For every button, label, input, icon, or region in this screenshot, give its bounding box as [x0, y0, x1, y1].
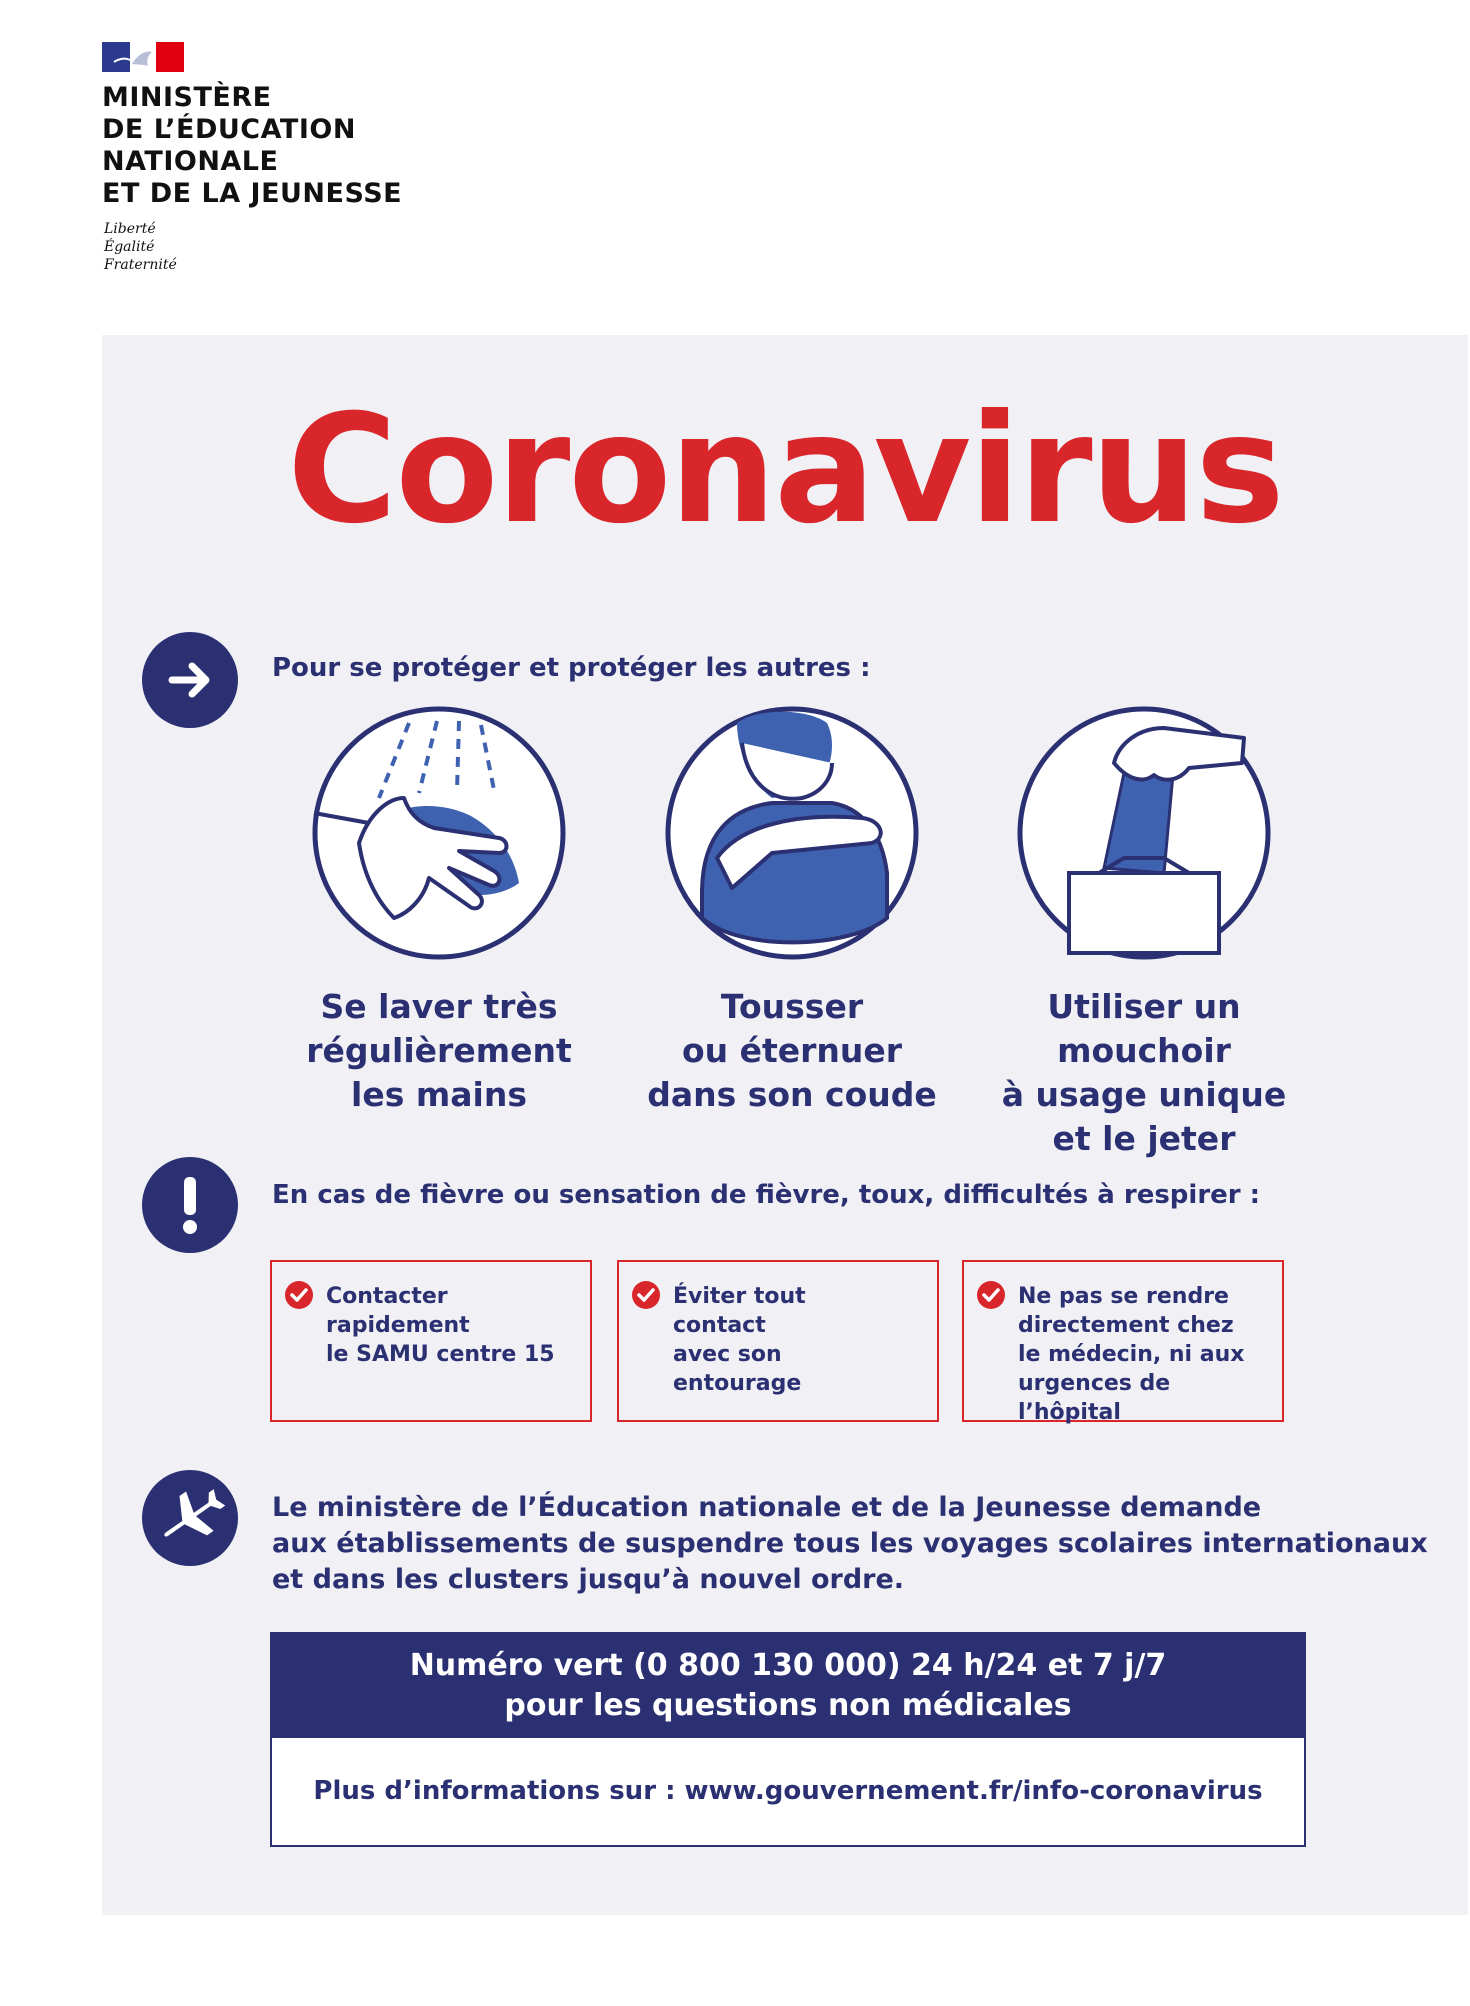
page-title: Coronavirus: [287, 383, 1283, 557]
travel-line: Le ministère de l’Éducation nationale et de la Jeunesse demande: [272, 1492, 1262, 1523]
marianne-flag-icon: [102, 42, 184, 72]
check-circle-icon: [284, 1280, 314, 1310]
travel-line: et dans les clusters jusqu’à nouvel ordre.: [272, 1564, 905, 1595]
action-card-avoid-contact: [617, 1260, 939, 1422]
ministry-line: ET DE LA JEUNESSE: [102, 178, 403, 209]
check-circle-icon: [631, 1280, 661, 1310]
ministry-name: [102, 82, 402, 210]
hand-washing-icon: [309, 703, 569, 963]
action-text: Contacter rapidement le SAMU centre 15: [326, 1284, 555, 1367]
more-info-link[interactable]: Plus d’informations sur : www.gouvernement.fr/info-coronavirus: [313, 1776, 1263, 1806]
symptoms-heading: En cas de fièvre ou sensation de fièvre, toux, difficultés à respirer :: [272, 1180, 1261, 1210]
motto-line: Égalité: [104, 239, 155, 255]
action-card-samu: [270, 1260, 592, 1422]
tissue-icon: [1014, 703, 1274, 963]
ministry-line: DE L’ÉDUCATION: [102, 114, 356, 145]
gesture-hand-washing: [269, 703, 609, 1117]
gesture-label: Se laver très régulièrement les mains: [306, 987, 572, 1114]
action-text: Ne pas se rendre directement chez le médecin, ni aux urgences de l’hôpital: [1018, 1284, 1245, 1425]
ministry-line: NATIONALE: [102, 146, 279, 177]
motto-line: Liberté: [104, 221, 156, 237]
gesture-cough-elbow: [622, 703, 962, 1117]
action-card-no-doctor: [962, 1260, 1284, 1425]
travel-line: aux établissements de suspendre tous les voyages scolaires internationaux: [272, 1528, 1428, 1559]
gesture-tissue: [974, 703, 1314, 1161]
check-circle-icon: [976, 1280, 1006, 1310]
motto-line: Fraternité: [104, 257, 177, 273]
republic-motto: [104, 220, 177, 274]
action-text: Éviter tout contact avec son entourage: [673, 1284, 806, 1396]
travel-notice: [272, 1490, 1428, 1598]
protect-heading: Pour se protéger et protéger les autres :: [272, 653, 871, 683]
hotline-subtitle: pour les questions non médicales: [504, 1688, 1072, 1723]
gesture-label: Tousser ou éternuer dans son coude: [647, 987, 937, 1114]
hotline-band: [272, 1634, 1304, 1738]
hotline-box: [270, 1632, 1306, 1847]
airplane-icon: [142, 1470, 238, 1566]
ministry-line: MINISTÈRE: [102, 82, 272, 113]
exclamation-icon: [142, 1157, 238, 1253]
poster-panel: [102, 335, 1468, 1915]
gesture-label: Utiliser un mouchoir à usage unique et le jeter: [1001, 987, 1287, 1158]
hotline-number: Numéro vert (0 800 130 000) 24 h/24 et 7 j/7: [409, 1648, 1167, 1683]
arrow-right-icon: [142, 632, 238, 728]
cough-elbow-icon: [662, 703, 922, 963]
